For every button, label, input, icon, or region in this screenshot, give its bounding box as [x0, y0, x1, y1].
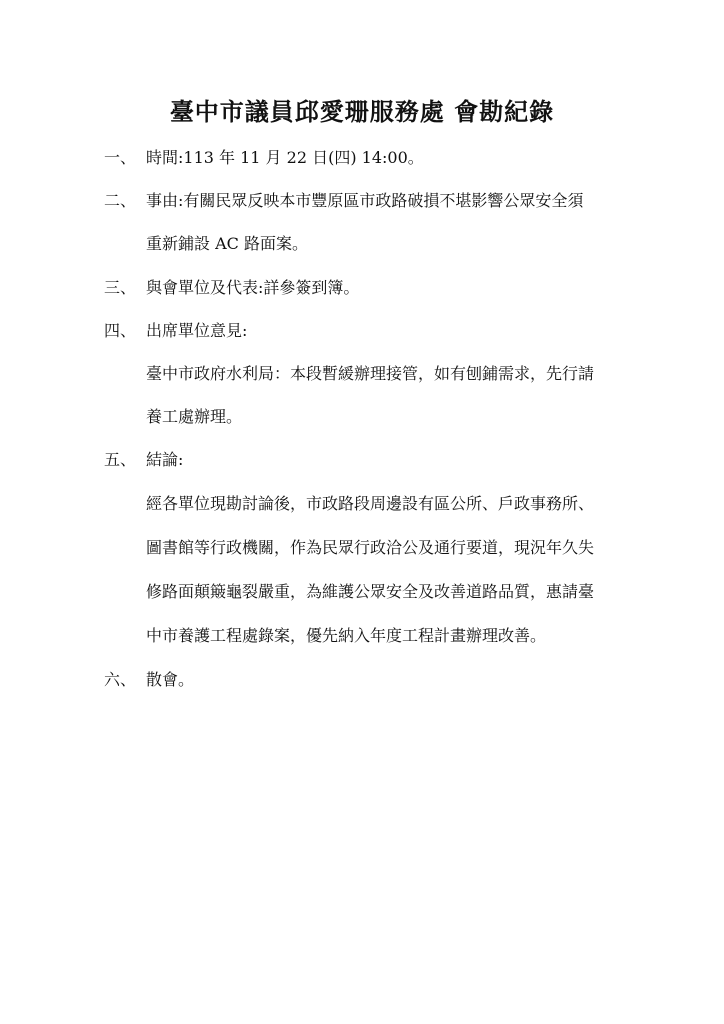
section-5-conclusion-line-3: 修路面顛簸龜裂嚴重，為維護公眾安全及改善道路品質，惠請臺: [146, 582, 595, 601]
section-number-4: 四、: [104, 321, 137, 340]
section-1-time: 時間:113 年 11 月 22 日(四) 14:00。: [146, 148, 424, 167]
section-number-1: 一、: [104, 148, 137, 167]
section-4-opinion-line-1: 臺中市政府水利局：本段暫緩辦理接管，如有刨鋪需求，先行請: [146, 364, 595, 383]
section-4-opinion-line-2: 養工處辦理。: [146, 407, 243, 426]
section-number-6: 六、: [104, 670, 137, 689]
section-6-adjourn: 散會。: [146, 670, 195, 689]
section-number-5: 五、: [104, 450, 137, 469]
document-title: 臺中市議員邱愛珊服務處 會勘紀錄: [169, 97, 555, 126]
section-number-3: 三、: [104, 278, 137, 297]
section-5-conclusion-line-4: 中市養護工程處錄案，優先納入年度工程計畫辦理改善。: [146, 626, 547, 645]
section-5-conclusion-line-1: 經各單位現勘討論後，市政路段周邊設有區公所、戶政事務所、: [146, 494, 595, 513]
section-5-conclusion-line-2: 圖書館等行政機關，作為民眾行政洽公及通行要道，現況年久失: [146, 538, 595, 557]
section-3-attendees: 與會單位及代表:詳參簽到簿。: [146, 278, 360, 297]
section-2-reason-line-2: 重新鋪設 AC 路面案。: [146, 234, 308, 253]
section-2-reason-line-1: 事由:有關民眾反映本市豐原區市政路破損不堪影響公眾安全須: [146, 191, 584, 210]
section-5-heading: 結論:: [146, 450, 184, 469]
section-4-heading: 出席單位意見:: [146, 321, 248, 340]
section-number-2: 二、: [104, 191, 137, 210]
